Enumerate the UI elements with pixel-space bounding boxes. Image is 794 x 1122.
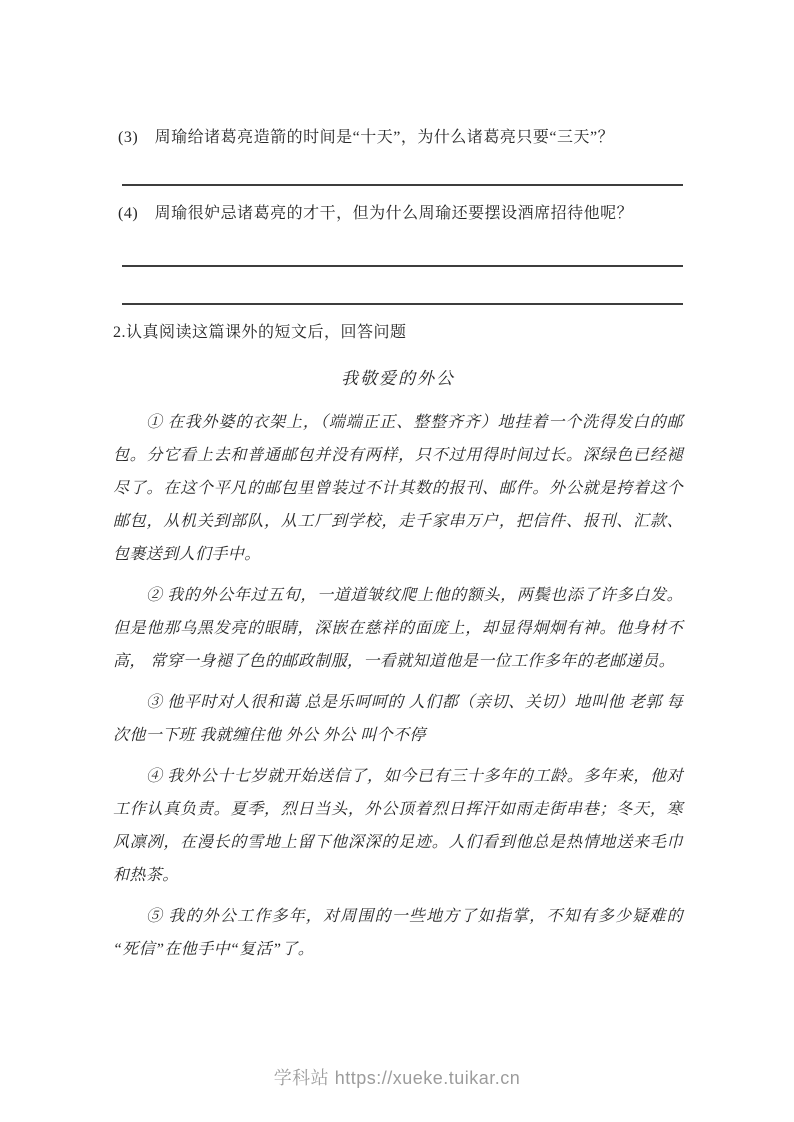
passage-paragraph-3: ③ 他平时对人很和蔼 总是乐呵呵的 人们都（亲切、关切）地叫他 老郭 每次他一下班 我就缠住他 外公 外公 叫个不停 [113, 694, 683, 744]
watermark-footer [0, 1066, 794, 1090]
question-4-label: (4) [118, 205, 139, 222]
section-heading: 2.认真阅读这篇课外的短文后，回答问题 [113, 324, 407, 341]
question-4 [113, 203, 683, 225]
passage-paragraph-1: ① 在我外婆的衣架上，（端端正正、整整齐齐）地挂着一个洗得发白的邮包。分它看上去和普通邮包并没有两样，只不过用得时间过长。深绿色已经褪尽了。在这个平凡的邮包里曾装过不计其数的报刊、邮件。外公就是挎着这个邮包，从机关到部队，从工厂到学校，走千家串万户，把信件、报刊、汇款、包裹送到人们手中。 [113, 414, 683, 563]
question-4-text: 周瑜很妒忌诸葛亮的才干，但为什么周瑜还要摆设酒席招待他呢？ [154, 205, 634, 222]
passage-paragraph-2: ② 我的外公年过五旬，一道道皱纹爬上他的额头，两鬓也添了许多白发。但是他那乌黑发亮的眼睛，深嵌在慈祥的面庞上，却显得炯炯有神。他身材不高， 常穿一身褪了色的邮政制服，一看就知道他是一位工作多年的老邮递员。 [113, 587, 683, 670]
question-3-label: (3) [118, 129, 139, 146]
passage-paragraph-4: ④ 我外公十七岁就开始送信了，如今已有三十多年的工龄。多年来，他对工作认真负责。夏季，烈日当头，外公顶着烈日挥汗如雨走街串巷；冬天，寒风凛冽，在漫长的雪地上留下他深深的足迹。人们看到他总是热情地送来毛巾和热茶。 [113, 768, 683, 884]
answer-line [122, 303, 683, 305]
passage-paragraph-5: ⑤ 我的外公工作多年，对周围的一些地方了如指掌，不知有多少疑难的“死信”在他手中“复活”了。 [113, 908, 683, 958]
answer-line [122, 265, 683, 267]
watermark-text: 学科站 https://xueke.tuikar.cn [273, 1068, 521, 1088]
passage-title: 我敬爱的外公 [341, 369, 455, 388]
question-3-text: 周瑜给诸葛亮造箭的时间是“十天”，为什么诸葛亮只要“三天”？ [154, 129, 615, 146]
answer-line [122, 184, 683, 186]
question-3 [113, 127, 683, 149]
